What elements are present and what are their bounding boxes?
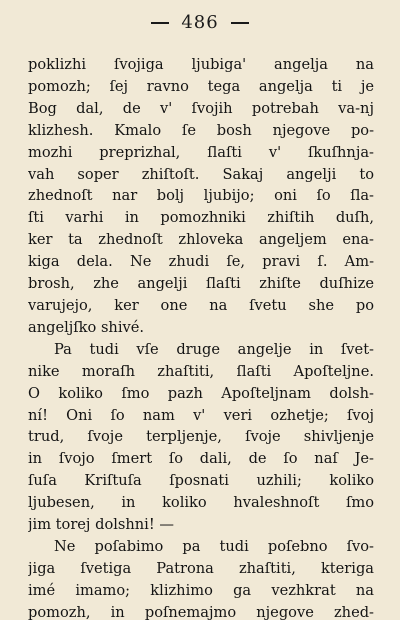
text-line: angeljſko shivé. <box>28 318 145 336</box>
text-line: Ne poſabimo pa tudi poſebno ſvo- <box>54 537 374 555</box>
text-line: ní! Oni ſo nam v' veri ozhetje; ſvoj <box>28 406 374 424</box>
text-line: pomozh, in poſnemajmo njegove zhed- <box>28 603 374 620</box>
text-line: kiga dela. Ne zhudi ſe, pravi ſ. Am- <box>28 253 374 271</box>
text-line: Pa tudi vſe druge angelje in ſvet- <box>54 340 374 358</box>
text-line: zhednoſt nar bolj ljubijo; oni ſo ſla- <box>28 187 374 205</box>
text-line: nike moraſh zhaſtiti, ſlaſti Apoſteljne. <box>28 362 374 380</box>
header-dash-left <box>151 22 169 24</box>
text-line: trud, ſvoje terpljenje, ſvoje shivljenje <box>28 428 374 446</box>
text-line: poklizhi ſvojiga ljubiga' angelja na <box>28 56 374 73</box>
text-line: imé imamo; klizhimo ga vezhkrat na <box>28 581 374 599</box>
text-line: ljubesen, in koliko hvaleshnoſt ſmo <box>28 494 374 512</box>
text-line: jim torej dolshni! — <box>28 516 174 534</box>
page-body <box>28 54 374 620</box>
text-line: klizhesh. Kmalo ſe bosh njegove po- <box>28 121 374 139</box>
text-line: brosh, zhe angelji ſlaſti zhiſte duſhize <box>28 275 374 293</box>
text-line: ker ta zhednoſt zhloveka angeljem ena- <box>28 231 374 249</box>
text-line: in ſvojo ſmert ſo dali, de ſo naſ Je- <box>28 450 374 468</box>
text-line: ſti varhi in pomozhniki zhiſtih duſh, <box>28 209 374 227</box>
text-line: pomozh; ſej ravno tega angelja ti je <box>28 77 374 95</box>
text-line: jiga ſvetiga Patrona zhaſtiti, kteriga <box>28 559 374 577</box>
text-line: O koliko ſmo pazh Apoſteljnam dolsh- <box>28 384 374 402</box>
text-line: varujejo, ker one na ſvetu she po <box>28 296 374 314</box>
page-header <box>0 12 400 33</box>
text-line: ſuſa Kriſtuſa ſposnati uzhili; koliko <box>28 472 374 490</box>
text-line: Bog dal, de v' ſvojih potrebah va-nj <box>28 99 374 117</box>
header-dash-right <box>231 22 249 24</box>
page-number: 486 <box>181 12 219 33</box>
text-line: vah soper zhiſtoſt. Sakaj angelji to <box>28 165 374 183</box>
text-line: mozhi preprizhal, ſlaſti v' ſkuſhnja- <box>28 143 374 161</box>
